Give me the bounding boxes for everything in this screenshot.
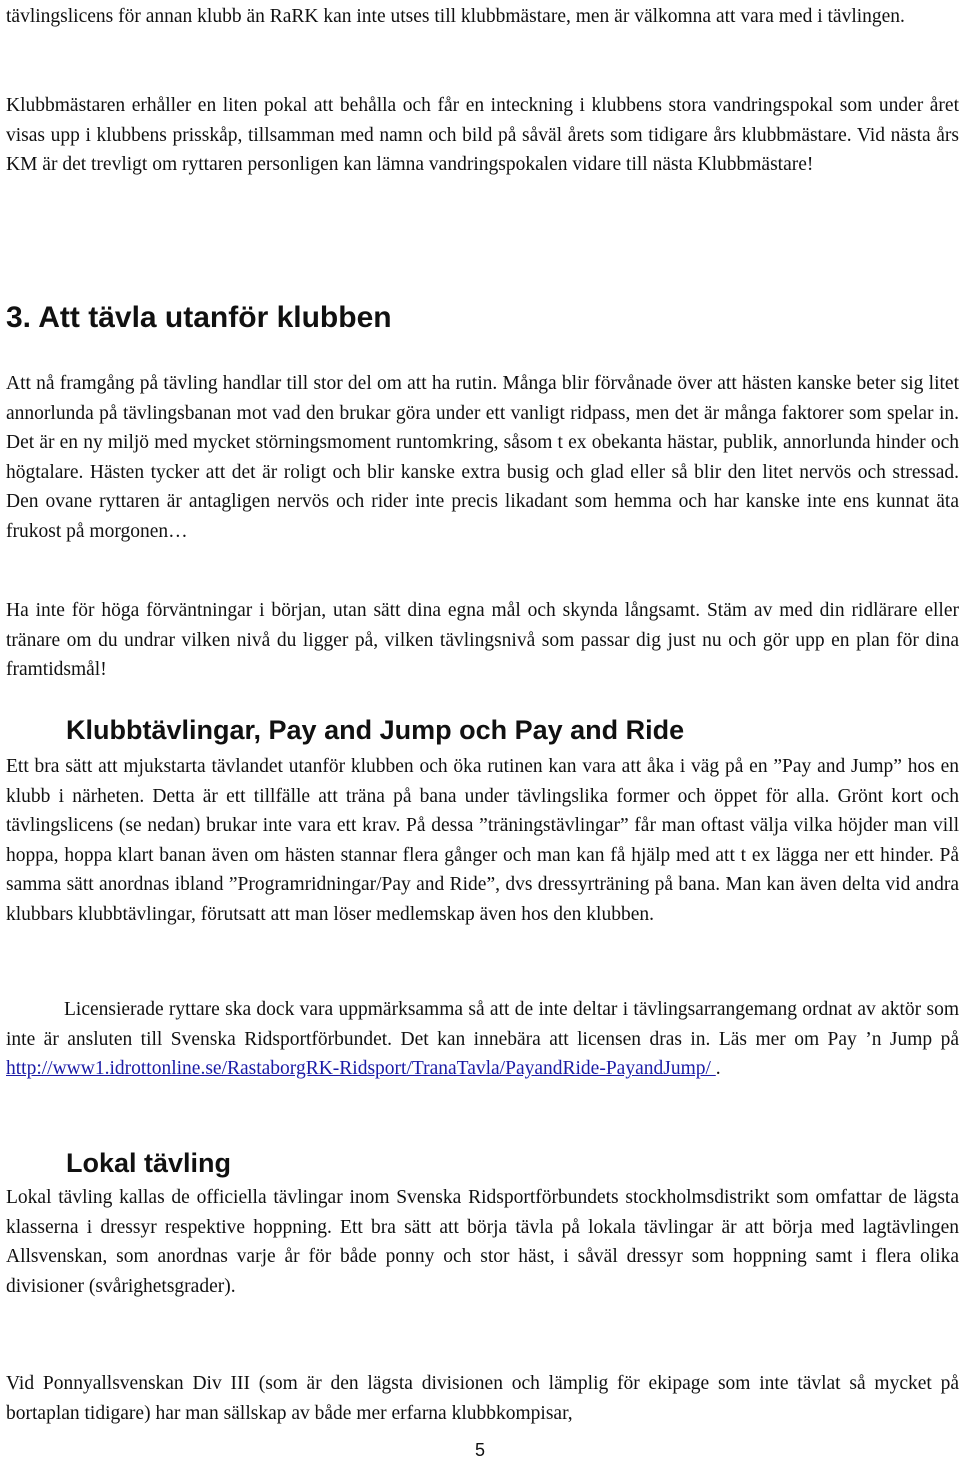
license-paragraph (6, 995, 959, 1084)
local-competition-heading: Lokal tävling (66, 1148, 232, 1178)
page-number: 5 (474, 1440, 485, 1460)
license-paragraph-tail: . (715, 1058, 721, 1080)
section-3-heading: 3. Att tävla utanför klubben (6, 301, 392, 334)
club-competitions-heading: Klubbtävlingar, Pay and Jump och Pay and Ride (66, 715, 685, 745)
section-3-paragraph-2: Ha inte för höga förväntningar i början, utan sätt dina egna mål och skynda långsamt. Stäm av med din ridlärare eller tränare om du undrar vilken nivå du ligger på, vilken tävlingsnivå som passar dig just nu och gör upp en plan för dina framtidsmål! (6, 600, 959, 681)
license-paragraph-text: Licensierade ryttare ska dock vara uppmärksamma så att de inte deltar i tävlingsarrangemang ordnat av aktör som inte är ansluten till Svenska Ridsportförbundet. Det kan innebära att licensen dras in. Läs mer om Pay ’n Jump på (6, 999, 959, 1050)
pony-league-paragraph: Vid Ponnyallsvenskan Div III (som är den lägsta divisionen och lämplig för ekipage som inte tävlat så mycket på bortaplan tidigare) har man sällskap av både mer erfarna klubbkompisar, (6, 1373, 959, 1424)
intro-paragraph: tävlingslicens för annan klubb än RaRK kan inte utses till klubbmästare, men är välkomna att vara med i tävlingen. (6, 6, 905, 27)
section-3-paragraph-1: Att nå framgång på tävling handlar till stor del om att ha rutin. Många blir förvånade över att hästen kanske beter sig litet annorlunda på tävlingsbanan mot vad den brukar göra under ett vanligt ridpass, men det är många faktorer som spelar in. Det är en ny miljö med mycket störningsmoment runtomkring, såsom t ex obekanta hästar, publik, annorlunda hinder och högtalare. Hästen tycker att det är roligt och blir kanske extra busig och glad eller så blir den litet nervös och stressad. Den ovane ryttaren är antagligen nervös och rider inte precis likadant som hemma och har kanske inte ens kunnat äta frukost på morgonen… (6, 373, 959, 542)
club-competitions-paragraph: Ett bra sätt att mjukstarta tävlandet utanför klubben och öka rutinen kan vara att åka i väg på en ”Pay and Jump” hos en klubb i närheten. Detta är ett tillfälle att träna på bana under tävlingslika former och öppet för alla. Grönt kort och tävlingslicens (se nedan) brukar inte vara ett krav. På dessa ”träningstävlingar” får man oftast välja vilka höjder man vill hoppa, hoppa klart banan även om hästen stannar flera gånger och man kan få hjälp med att t ex lägga ner ett hinder. På samma sätt anordnas ibland ”Programridningar/Pay and Ride”, dvs dressyrträning på bana. Man kan även delta vid andra klubbars klubbtävlingar, förutsatt att man löser medlemskap även hos den klubben. (6, 756, 959, 925)
club-champion-paragraph: Klubbmästaren erhåller en liten pokal att behålla och får en inteckning i klubbens stora vandringspokal som under året visas upp i klubbens prisskåp, tillsamman med namn och bild på såväl årets som tidigare års klubbmästare. Vid nästa års KM är det trevligt om ryttaren personligen kan lämna vandringspokalen vidare till nästa Klubbmästare! (6, 95, 959, 176)
pay-and-jump-link[interactable]: http://www1.idrottonline.se/RastaborgRK-Ridsport/TranaTavla/PayandRide-PayandJump/ (6, 1058, 716, 1080)
local-competition-paragraph: Lokal tävling kallas de officiella tävlingar inom Svenska Ridsportförbundets stockholmsdistrikt som omfattar de lägsta klasserna i dressyr respektive hoppning. Ett bra sätt att börja tävla på lokala tävlingar är att börja med lagtävlingen Allsvenskan, som anordnas varje år för både ponny och stor häst, i såväl dressyr som hoppning samt i flera olika divisioner (svårighetsgrader). (6, 1187, 959, 1297)
